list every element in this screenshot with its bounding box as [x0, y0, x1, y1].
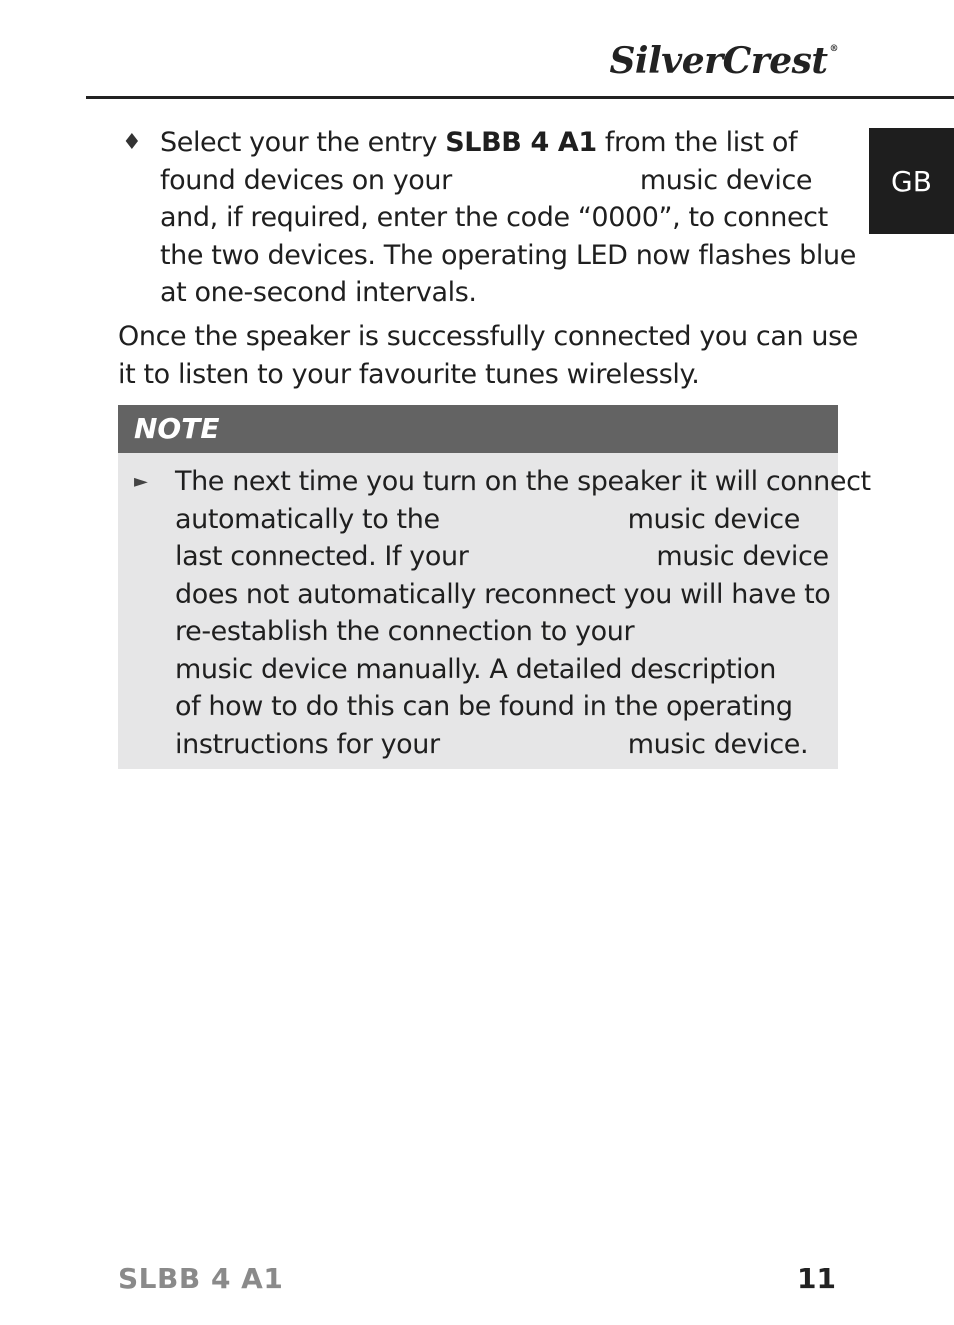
- bullet-line-2-start: found devices on your: [160, 164, 452, 196]
- arrow-bullet-icon: ►: [134, 471, 148, 492]
- note-title: NOTE: [118, 405, 838, 453]
- paragraph-line-2: it to listen to your favourite tunes wirelessly.: [118, 358, 700, 390]
- note-line-4: does not automatically reconnect you will have to: [175, 578, 831, 610]
- note-line-2-start: automatically to the: [175, 503, 440, 535]
- note-line-2-end: music device: [627, 503, 800, 535]
- language-tab: GB: [869, 128, 954, 234]
- note-line-2: [175, 501, 835, 539]
- bullet-line-1-end: from the list of: [596, 127, 798, 158]
- brand-name: SilverCrest: [609, 40, 828, 82]
- bullet-line-1: [160, 124, 840, 162]
- body-paragraph: [118, 318, 859, 393]
- bullet-line-1-start: Select your the entry: [160, 127, 446, 158]
- note-line-8: [175, 726, 835, 764]
- note-line-7: of how to do this can be found in the operating: [175, 691, 793, 722]
- header-rule: [86, 96, 954, 99]
- note-box: [118, 405, 871, 769]
- bullet-line-2: [160, 162, 840, 200]
- note-text: [175, 463, 871, 763]
- bullet-line-4: the two devices. The operating LED now flashes blue: [160, 239, 856, 271]
- note-line-3-start: last connected. If your: [175, 541, 469, 572]
- note-line-6: music device manually. A detailed description: [175, 653, 776, 685]
- note-line-3: [175, 538, 835, 576]
- bullet-text: [160, 124, 856, 312]
- page-number: 11: [797, 1262, 836, 1295]
- brand-logo: [609, 40, 838, 82]
- paragraph-line-1: Once the speaker is successfully connected you can use: [118, 321, 859, 352]
- registered-mark: ®: [829, 44, 838, 54]
- footer-model: SLBB 4 A1: [118, 1262, 284, 1295]
- note-line-8-end: music device.: [627, 728, 809, 760]
- bullet-line-3: and, if required, enter the code “0000”, to connect: [160, 202, 828, 233]
- bullet-line-5: at one-second intervals.: [160, 277, 477, 308]
- note-line-3-end: music device: [656, 541, 829, 572]
- note-line-8-start: instructions for your: [175, 728, 440, 760]
- model-name: SLBB 4 A1: [445, 127, 597, 158]
- note-line-1: The next time you turn on the speaker it will connect: [175, 466, 871, 497]
- diamond-bullet-icon: ♦: [122, 130, 142, 155]
- note-line-5: re-establish the connection to your: [175, 616, 635, 647]
- bullet-line-2-end: music device: [639, 164, 813, 196]
